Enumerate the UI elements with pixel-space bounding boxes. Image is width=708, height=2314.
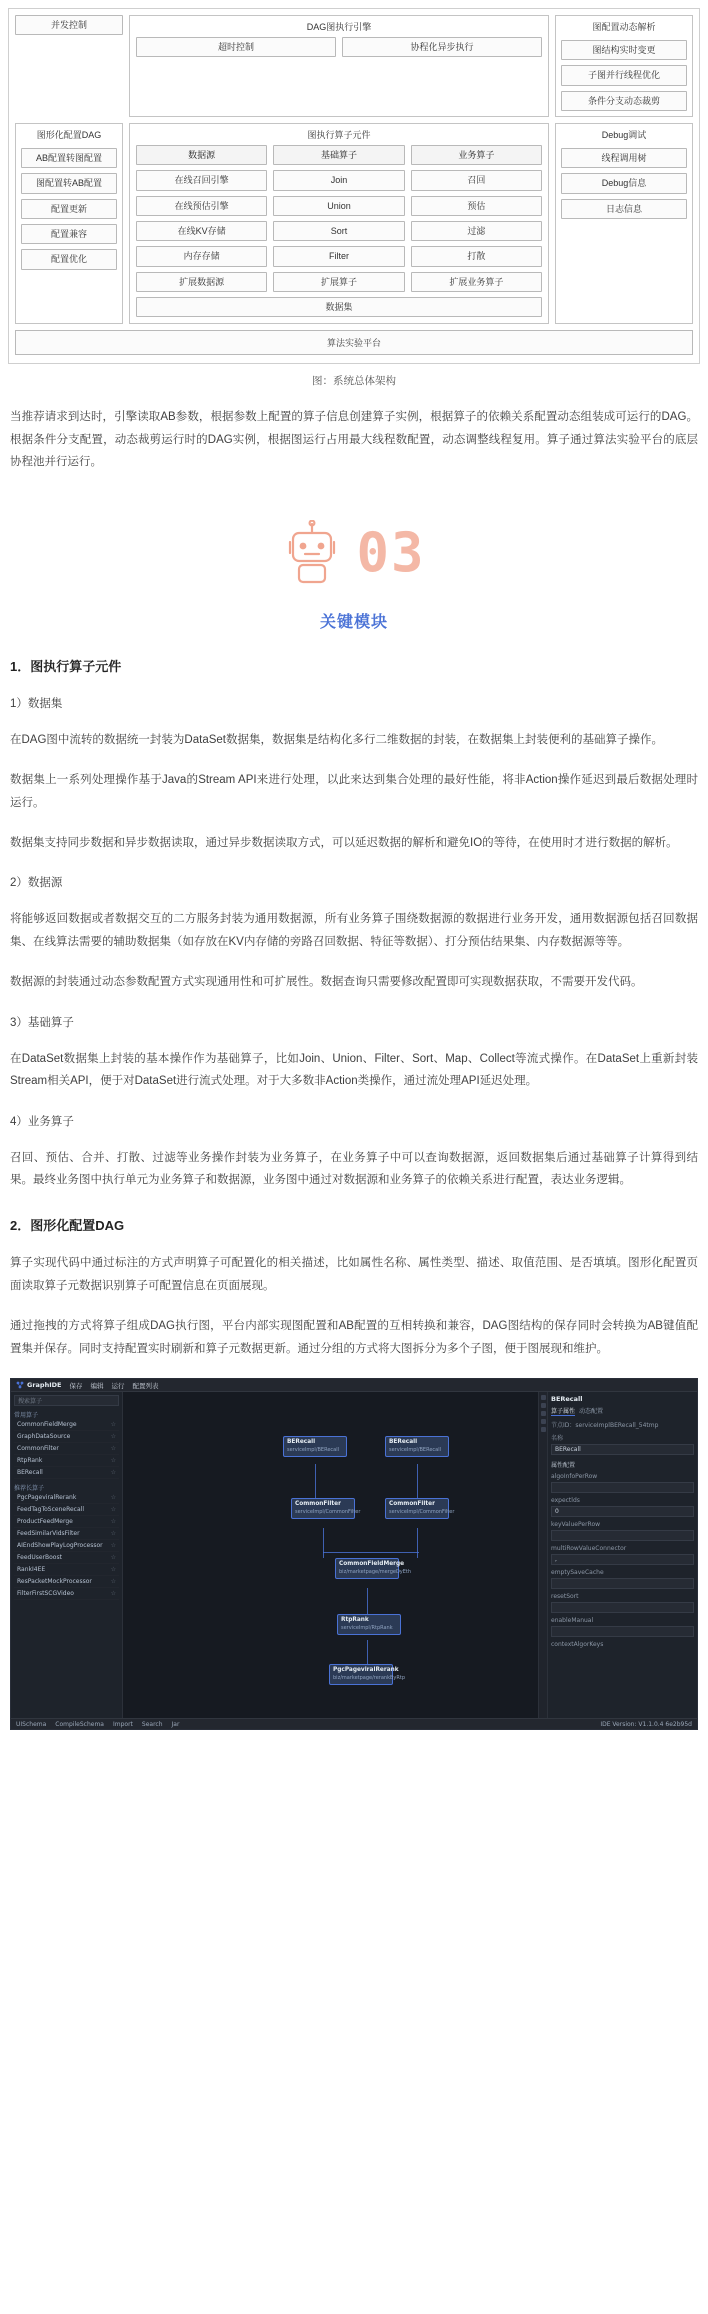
graph-node[interactable] <box>335 1558 412 1579</box>
section-number: 03 <box>356 521 426 585</box>
operator-search-input[interactable]: 搜索算子 <box>14 1395 119 1406</box>
star-icon[interactable]: ☆ <box>110 1421 116 1429</box>
status-jar[interactable]: Jar <box>171 1720 180 1728</box>
diagram-graphical-dag-title: 图形化配置DAG <box>36 130 102 141</box>
ide-menu-save[interactable]: 保存 <box>69 1381 83 1390</box>
node-subtitle: biz/marketpage/mergeDyEth <box>339 1568 412 1575</box>
diagram-box-online-predict: 在线预估引擎 <box>136 196 267 216</box>
star-icon[interactable]: ☆ <box>110 1590 116 1598</box>
node-subtitle: serviceImpl/BERecall <box>389 1446 442 1453</box>
graph-node[interactable] <box>385 1436 449 1457</box>
inspector-node-id-value: serviceImplBERecall_54tmp <box>575 1422 659 1430</box>
star-icon[interactable]: ☆ <box>110 1542 116 1550</box>
status-uischema[interactable]: UISchema <box>16 1720 47 1728</box>
diagram-box-filter-biz: 过滤 <box>411 221 542 241</box>
ide-menu-run[interactable]: 运行 <box>111 1381 125 1390</box>
ide-graph-canvas[interactable] <box>123 1392 547 1718</box>
diagram-box-debug-info: Debug信息 <box>561 173 687 193</box>
palette-item-label: CommonFieldMerge <box>17 1421 77 1429</box>
diagram-mid-row <box>15 123 693 324</box>
status-version: IDE Version: V1.1.0.4 6e2b95d <box>600 1720 692 1728</box>
field-label: keyValuePerRow <box>551 1521 601 1529</box>
paragraph-dataset-2: 数据集上一系列处理操作基于Java的Stream API来进行处理，以此来达到集合处理的最好性能，将非Action操作延迟到最后数据处理时运行。 <box>10 774 698 809</box>
diagram-box-structure-change: 图结构实时变更 <box>561 40 687 60</box>
document-content <box>0 406 708 1360</box>
palette-group-common-title: 常用算子 <box>14 1412 39 1420</box>
diagram-dag-engine-group <box>129 15 549 117</box>
diagram-box-ext-basic: 扩展算子 <box>273 272 404 292</box>
zoom-out-icon[interactable] <box>541 1403 546 1408</box>
palette-item-label: BERecall <box>17 1469 43 1477</box>
diagram-dag-engine-title: DAG图执行引擎 <box>306 22 372 32</box>
diagram-col-title-datasource: 数据源 <box>136 145 267 165</box>
tab-dynamic-config[interactable]: 动态配置 <box>579 1408 604 1416</box>
star-icon[interactable]: ☆ <box>110 1506 116 1514</box>
paragraph-datasource-2: 数据源的封装通过动态参数配置方式实现通用性和可扩展性。数据查询只需要修改配置即可实现数据获取，不需要开发代码。 <box>10 976 643 989</box>
palette-item-label: PgcPageviralRerank <box>17 1494 77 1502</box>
heading-graphical-dag: 2．图形化配置DAG <box>10 1218 125 1234</box>
field-input[interactable] <box>551 1482 694 1493</box>
node-title: CommonFilter <box>389 1501 435 1508</box>
list-item[interactable] <box>14 1588 119 1600</box>
node-subtitle: serviceImpl/RtpRank <box>341 1624 393 1631</box>
graph-node[interactable] <box>329 1664 405 1685</box>
heading-business-operator: 4）业务算子 <box>10 1115 74 1128</box>
field-label: contextAlgorKeys <box>551 1641 604 1649</box>
diagram-box-config-update: 配置更新 <box>21 199 117 219</box>
ide-logo <box>16 1381 61 1389</box>
node-title: CommonFilter <box>295 1501 341 1508</box>
diagram-box-memory-store: 内存存储 <box>136 246 267 266</box>
diagram-box-ext-business: 扩展业务算子 <box>411 272 542 292</box>
node-subtitle: biz/marketpage/rerankByRtp <box>333 1674 405 1681</box>
list-item[interactable] <box>14 1516 119 1528</box>
status-compileschema[interactable]: CompileSchema <box>55 1720 104 1728</box>
node-title: BERecall <box>287 1439 316 1446</box>
paragraph-business-operator-1: 召回、预估、合并、打散、过滤等业务操作封装为业务算子，在业务算子中可以查询数据源，返回数据集后通过基础算子计算得到结果。最终业务图中执行单元为业务算子和数据源，业务图中通过对数据源和业务算子的依赖关系进行配置，表达业务逻辑。 <box>10 1151 698 1186</box>
grid-icon[interactable] <box>541 1419 546 1424</box>
diagram-box-join: Join <box>273 170 404 190</box>
field-label: enableManual <box>551 1617 594 1625</box>
status-search[interactable]: Search <box>141 1720 163 1728</box>
figure-caption: 图：系统总体架构 <box>312 375 396 388</box>
diagram-box-subgraph-opt: 子图并行线程优化 <box>561 65 687 85</box>
graphide-screenshot <box>10 1378 698 1730</box>
paragraph-basic-operator-1: 在DataSet数据集上封装的基本操作作为基础算子，比如Join、Union、Filter、Sort、Map、Collect等流式操作。在DataSet上重新封装Stream相关API，便于对DataSet进行流式处理。对于大多数非Action类操作，通过流处理API延迟处理。 <box>10 1052 698 1088</box>
graph-node[interactable] <box>291 1498 361 1519</box>
palette-group-recommend-title: 推荐长算子 <box>14 1485 45 1493</box>
star-icon[interactable]: ☆ <box>110 1457 116 1465</box>
graph-node[interactable] <box>385 1498 455 1519</box>
palette-item-label: FeedTagToSceneRecall <box>17 1506 84 1514</box>
list-item[interactable] <box>14 1467 119 1479</box>
status-import[interactable]: Import <box>112 1720 133 1728</box>
list-item[interactable] <box>14 1431 119 1443</box>
paragraph-intro: 当推荐请求到达时，引擎读取AB参数，根据参数上配置的算子信息创建算子实例，根据算子的依赖关系配置动态组装成可运行的DAG。根据条件分支配置，动态裁剪运行时的DAG实例，根据图运行占用最大线程数配置，动态调整线程复用。算子通过算法实验平台的底层协程池并行运行。 <box>10 411 698 469</box>
palette-item-label: AIEndShowPlayLogProcessor <box>17 1542 103 1550</box>
diagram-box-predict: 预估 <box>411 196 542 216</box>
heading-dataset: 1）数据集 <box>10 697 63 710</box>
star-icon[interactable]: ☆ <box>110 1469 116 1477</box>
node-title: BERecall <box>389 1439 418 1446</box>
diagram-debug-group <box>555 123 693 324</box>
diagram-box-union: Union <box>273 196 404 216</box>
diagram-box-config-optimize: 配置优化 <box>21 249 117 269</box>
list-item[interactable] <box>14 1552 119 1564</box>
diagram-box-timeout: 超时控制 <box>136 37 336 57</box>
diagram-box-ext-datasource: 扩展数据源 <box>136 272 267 292</box>
palette-item-label: RankI4EE <box>17 1566 46 1574</box>
list-item[interactable] <box>14 1564 119 1576</box>
inspector-node-id-label: 节点ID： <box>551 1422 576 1430</box>
palette-item-label: FeedUserBoost <box>17 1554 62 1562</box>
paragraph-graphical-dag-1: 算子实现代码中通过标注的方式声明算子可配置化的相关描述，比如属性名称、属性类型、描述、取值范围、是否填填。图形化配置页面读取算子元数据识别算子可配置信息在页面展现。 <box>10 1257 698 1292</box>
diagram-operator-col-datasource <box>136 145 267 292</box>
list-item[interactable] <box>14 1443 119 1455</box>
tab-operator-properties[interactable]: 算子属性 <box>551 1408 576 1416</box>
diagram-dag-engine-items <box>136 37 542 57</box>
star-icon[interactable]: ☆ <box>110 1530 116 1538</box>
list-item[interactable] <box>14 1492 119 1504</box>
diagram-debug-title: Debug调试 <box>601 130 647 141</box>
diagram-box-call-tree: 线程调用树 <box>561 148 687 168</box>
diagram-box-coroutine: 协程化异步执行 <box>342 37 542 57</box>
lock-icon[interactable] <box>541 1427 546 1432</box>
diagram-box-scatter: 打散 <box>411 246 542 266</box>
list-item[interactable] <box>14 1540 119 1552</box>
diagram-box-filter: Filter <box>273 246 404 266</box>
diagram-box-online-kv: 在线KV存储 <box>136 221 267 241</box>
diagram-operator-col-basic <box>273 145 404 292</box>
section-banner <box>10 520 698 632</box>
diagram-top-strip <box>15 15 693 117</box>
diagram-col-title-basic: 基础算子 <box>273 145 404 165</box>
graph-node[interactable] <box>337 1614 401 1635</box>
diagram-box-log-info: 日志信息 <box>561 199 687 219</box>
heading-datasource: 2）数据源 <box>10 877 63 890</box>
ide-statusbar <box>11 1718 697 1729</box>
star-icon[interactable]: ☆ <box>110 1445 116 1453</box>
ide-title: GraphIDE <box>27 1381 62 1390</box>
palette-item-label: RtpRank <box>17 1457 43 1465</box>
graph-node[interactable] <box>283 1436 347 1457</box>
robot-icon <box>282 520 342 586</box>
palette-item-label: ProductFeedMerge <box>17 1518 73 1526</box>
star-icon[interactable]: ☆ <box>110 1566 116 1574</box>
palette-item-label: FeedSimilarVidsFilter <box>17 1530 80 1538</box>
fit-icon[interactable] <box>541 1411 546 1416</box>
node-title: PgcPageviralRerank <box>333 1667 399 1674</box>
star-icon[interactable]: ☆ <box>110 1554 116 1562</box>
palette-item-label: FilterFirstSCGVideo <box>17 1590 74 1598</box>
paragraph-dataset-3: 数据集支持同步数据和异步数据读取，通过异步数据读取方式，可以延迟数据的解析和避免IO的等待，在使用时才进行数据的解析。 <box>10 836 678 849</box>
ide-body <box>11 1392 697 1718</box>
list-item[interactable] <box>14 1576 119 1588</box>
diagram-operator-col-business <box>411 145 542 292</box>
graph-logo-icon <box>16 1381 24 1389</box>
palette-item-label: ResPacketMockProcessor <box>17 1578 92 1586</box>
diagram-box-dataset: 数据集 <box>136 297 542 317</box>
field-input[interactable] <box>551 1530 694 1541</box>
list-item[interactable] <box>14 1455 119 1467</box>
list-item[interactable] <box>14 1504 119 1516</box>
field-label: expectlds <box>551 1497 580 1505</box>
star-icon[interactable]: ☆ <box>110 1433 116 1441</box>
field-input[interactable] <box>551 1602 694 1613</box>
node-subtitle: serviceImpl/BERecall <box>287 1446 340 1453</box>
list-item[interactable] <box>14 1528 119 1540</box>
star-icon[interactable]: ☆ <box>110 1494 116 1502</box>
diagram-box-graph-to-ab: 图配置转AB配置 <box>21 173 117 193</box>
field-label: multiRowValueConnector <box>551 1545 627 1553</box>
palette-item-label: GraphDataSource <box>17 1433 71 1441</box>
diagram-dynamic-parse-title: 图配置动态解析 <box>592 22 656 32</box>
ide-menu-edit[interactable]: 编辑 <box>90 1381 104 1390</box>
star-icon[interactable]: ☆ <box>110 1518 116 1526</box>
paragraph-graphical-dag-2: 通过拖拽的方式将算子组成DAG执行图，平台内部实现图配置和AB配置的互相转换和兼容，DAG图结构的保存同时会转换为AB键值配置集并保存。同时支持配置实时刷新和算子元数据更新。通过分组的方式将大图拆分为多个子图，便于图展现和维护。 <box>10 1320 698 1355</box>
diagram-box-config-compat: 配置兼容 <box>21 224 117 244</box>
diagram-box-ab-to-graph: AB配置转图配置 <box>21 148 117 168</box>
diagram-top-left <box>15 15 123 117</box>
ide-palette <box>11 1392 123 1718</box>
field-label: algoInfoPerRow <box>551 1473 598 1481</box>
diagram-box-branch-prune: 条件分支动态裁剪 <box>561 91 687 111</box>
diagram-operator-title: 图执行算子元件 <box>307 130 371 141</box>
ide-toolbar <box>11 1379 697 1392</box>
node-subtitle: serviceImpl/CommonFilter <box>295 1508 361 1515</box>
diagram-box-recall: 召回 <box>411 170 542 190</box>
ide-menu-config-list[interactable]: 配置列表 <box>132 1381 159 1390</box>
diagram-box-sort: Sort <box>273 221 404 241</box>
field-input[interactable]: , <box>551 1554 694 1565</box>
node-subtitle: serviceImpl/CommonFilter <box>389 1508 455 1515</box>
section-banner-title: 关键模块 <box>319 613 388 631</box>
heading-graph-operators: 1．图执行算子元件 <box>10 658 122 674</box>
diagram-box-platform: 算法实验平台 <box>15 330 693 355</box>
field-input[interactable] <box>551 1626 694 1637</box>
paragraph-dataset-1: 在DAG图中流转的数据统一封装为DataSet数据集，数据集是结构化多行二维数据的封装，在数据集上封装便利的基础算子操作。 <box>10 733 663 746</box>
diagram-operator-group <box>129 123 549 324</box>
inspector-section-label: 属性配置 <box>551 1462 576 1470</box>
zoom-in-icon[interactable] <box>541 1395 546 1400</box>
inspector-tabs <box>551 1406 694 1416</box>
field-label: emptySaveCache <box>551 1569 604 1577</box>
field-label: resetSort <box>551 1593 579 1601</box>
node-title: RtpRank <box>341 1617 369 1624</box>
heading-basic-operator: 3）基础算子 <box>10 1016 74 1029</box>
star-icon[interactable]: ☆ <box>110 1578 116 1586</box>
diagram-dynamic-parse-group <box>555 15 693 117</box>
list-item[interactable] <box>14 1419 119 1431</box>
diagram-operator-columns <box>136 145 542 292</box>
inspector-name-field[interactable]: BERecall <box>551 1444 694 1455</box>
inspector-title: BERecall <box>551 1395 583 1404</box>
inspector-name-label: 名称 <box>551 1435 564 1443</box>
node-title: CommonFieldMerge <box>339 1561 405 1568</box>
palette-item-label: CommonFilter <box>17 1445 59 1453</box>
diagram-box-concurrency: 并发控制 <box>15 15 123 35</box>
diagram-graphical-dag-group <box>15 123 123 324</box>
document-page <box>0 8 708 1730</box>
paragraph-datasource-1: 将能够返回数据或者数据交互的二方服务封装为通用数据源，所有业务算子围绕数据源的数据进行业务开发，通用数据源包括召回数据集、在线算法需要的辅助数据集（如存放在KV内存储的旁路召回数据、特征等数据）、打分预估结果集、内存数据源等等。 <box>10 913 698 948</box>
canvas-tool-rail[interactable] <box>538 1392 547 1718</box>
ide-inspector <box>547 1392 697 1718</box>
field-input[interactable]: 0 <box>551 1506 694 1517</box>
diagram-col-title-business: 业务算子 <box>411 145 542 165</box>
diagram-box-online-recall: 在线召回引擎 <box>136 170 267 190</box>
architecture-diagram <box>8 8 700 364</box>
field-input[interactable] <box>551 1578 694 1589</box>
